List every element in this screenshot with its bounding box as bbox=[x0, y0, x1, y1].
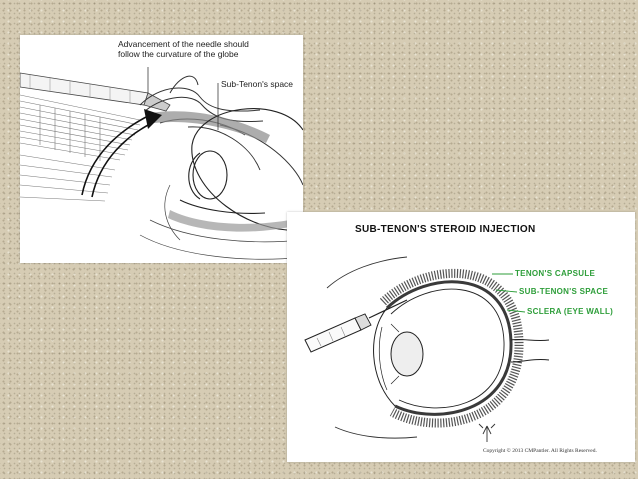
needle-label: Advancement of the needle should bbox=[118, 39, 249, 49]
copyright-notice: Copyright © 2013 CMPantler. All Rights Reserved. bbox=[483, 448, 597, 454]
needle-label-line-2: follow the curvature of the globe bbox=[118, 49, 239, 59]
sclera-label: SCLERA (EYE WALL) bbox=[527, 307, 614, 316]
figure-needle-advancement bbox=[20, 35, 303, 263]
orbital-tissue-lines bbox=[20, 95, 140, 201]
sub-tenon-space-label: SUB-TENON'S SPACE bbox=[519, 287, 609, 296]
eye-cross-section-drawing bbox=[20, 35, 303, 263]
tenon-layers bbox=[140, 76, 303, 185]
cornea-lens bbox=[374, 308, 423, 406]
sub-tenon-space-label: Sub-Tenon's space bbox=[221, 79, 294, 89]
lower-muscle bbox=[168, 210, 290, 232]
figure-sub-tenon-injection bbox=[287, 212, 635, 462]
figure-title: SUB-TENON'S STEROID INJECTION bbox=[355, 224, 536, 235]
artist-mark-icon bbox=[479, 424, 495, 442]
curved-arrow bbox=[82, 109, 162, 197]
tenon-capsule-label: TENON'S CAPSULE bbox=[515, 269, 596, 278]
rectus-muscle bbox=[150, 111, 270, 143]
syringe bbox=[305, 300, 407, 352]
injection-schematic-drawing bbox=[287, 212, 635, 462]
